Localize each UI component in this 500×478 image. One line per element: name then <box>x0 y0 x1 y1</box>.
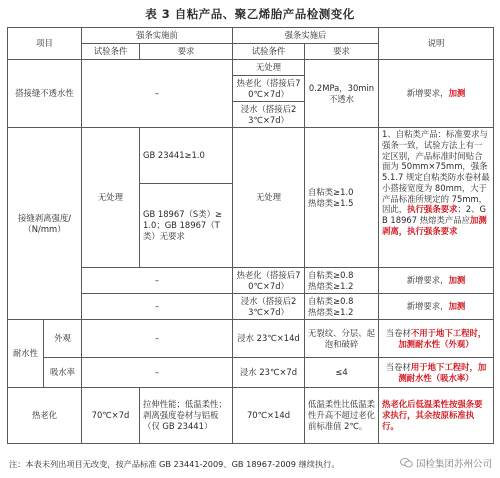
header-before-req: 要求 <box>140 44 233 60</box>
row-heat-aging-note: 热老化后低温柔性按强条要求执行，其余按原标准执行。 <box>379 388 494 444</box>
table-footnote: 注：本表未列出项目无改变，按产品标准 GB 23441-2009、GB 18967-2009 继续执行。 <box>9 459 340 469</box>
test-change-table <box>7 27 494 444</box>
header-before-cond: 试验条件 <box>82 44 140 60</box>
row-absorb-before: – <box>82 358 233 388</box>
header-after: 强条实施后 <box>233 28 379 44</box>
row-peel-heat-req: 自粘类≥0.8 热熔类≥1.2 <box>305 268 379 294</box>
row-heat-aging-before-cond: 70℃×7d <box>82 388 140 444</box>
row-peel-before-cond: 无处理 <box>82 128 140 268</box>
row-seam-watertight-item: 搭接缝不透水性 <box>8 60 82 128</box>
row-appearance-req: 无裂纹、分层、起泡和破碎 <box>305 320 379 358</box>
watermark <box>400 456 492 470</box>
wechat-icon <box>400 458 413 468</box>
row-seam-watertight-req: 0.2MPa，30min不透水 <box>305 60 379 128</box>
row-absorb-req: ≤4 <box>305 358 379 388</box>
row-seam-watertight-cond-1: 热老化（搭接后70℃×7d） <box>233 76 305 102</box>
row-peel-water-req: 自粘类≥0.8 热熔类≥1.2 <box>305 294 379 320</box>
row-absorb-note: 当卷材用于地下工程时，加测耐水性（吸水率） <box>379 358 494 388</box>
row-water-resist-item: 耐水性 <box>8 320 44 388</box>
row-peel-heat-cond: 热老化（搭接后70℃×7d） <box>233 268 305 294</box>
row-peel-before-req-a: GB 23441≥1.0 <box>140 128 233 184</box>
row-seam-watertight-before: – <box>82 60 233 128</box>
row-appearance-cond: 浸水 23℃×14d <box>233 320 305 358</box>
header-after-req: 要求 <box>305 44 379 60</box>
row-peel-before-req-b: GB 18967（S类）≥1.0；GB 18967（T类）无要求 <box>140 184 233 268</box>
header-before: 强条实施前 <box>82 28 233 44</box>
header-note: 说明 <box>379 28 494 60</box>
row-absorb-cond: 浸水 23℃×7d <box>233 358 305 388</box>
row-heat-aging-before-req: 拉伸性能；低温柔性；剥离强度卷材与铝板（仅 GB 23441） <box>140 388 233 444</box>
row-peel-item: 接缝剥离强度/（N/mm） <box>8 128 82 320</box>
row-seam-watertight-cond-0: 无处理 <box>233 60 305 76</box>
row-water-resist-absorb: 吸水率 <box>44 358 82 388</box>
row-appearance-before: – <box>82 320 233 358</box>
row-peel-heat-before: – <box>82 268 233 294</box>
row-peel-heat-note: 新增要求，加测 <box>379 268 494 294</box>
watermark-text: 国检集团苏州公司 <box>415 459 492 470</box>
row-appearance-note: 当卷材不用于地下工程时，加测耐水性（外观） <box>379 320 494 358</box>
row-heat-aging-after-cond: 70℃×14d <box>233 388 305 444</box>
row-seam-watertight-note: 新增要求，加测 <box>379 60 494 128</box>
row-heat-aging-after-req: 低温柔性比低温柔性升高不超过老化前标准值 2℃。 <box>305 388 379 444</box>
row-seam-watertight-cond-2: 浸水（搭接后23℃×7d） <box>233 102 305 128</box>
row-peel-after-req: 自粘类≥1.0 热熔类≥1.5 <box>305 128 379 268</box>
header-item: 项目 <box>8 28 82 60</box>
row-peel-after-cond: 无处理 <box>233 128 305 268</box>
row-heat-aging-item: 热老化 <box>8 388 82 444</box>
row-peel-note: 1、自粘类产品：标准要求与强条一致，试验方法上有一定区别，产品标准时间贴合面为 50mm×75mm，强条5.1.7 规定自粘类防水卷材最小搭接宽度为 80mm，大于产品标准所规定的 75mm，因此，执行强条要求；2、GB 18967 热熔类产品应加测剥离，执行强条要求 <box>379 128 494 268</box>
table-title: 表 3 自粘产品、聚乙烯胎产品检测变化 <box>145 7 355 21</box>
row-water-resist-appearance: 外观 <box>44 320 82 358</box>
header-after-cond: 试验条件 <box>233 44 305 60</box>
row-peel-water-before: – <box>82 294 233 320</box>
row-peel-water-cond: 浸水（搭接后23℃×7d） <box>233 294 305 320</box>
row-peel-water-note: 新增要求，加测 <box>379 294 494 320</box>
